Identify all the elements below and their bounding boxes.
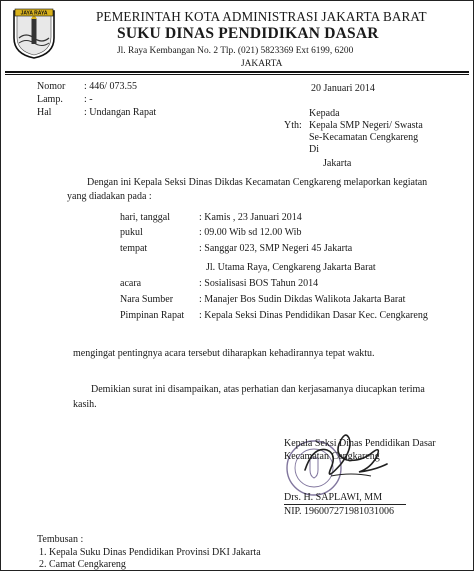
detail-value: : Kepala Seksi Dinas Pendidikan Dasar Kec. Cengkareng [199, 310, 428, 321]
detail-label: pukul [120, 227, 143, 238]
closing-line-2: kasih. [73, 399, 97, 410]
hal-value: : Undangan Rapat [84, 107, 157, 118]
signature-title-1: Kepala Seksi Dinas Pendidikan Dasar [284, 438, 436, 449]
recipient-line3: Di [309, 144, 319, 155]
intro-line-1: Dengan ini Kepala Seksi Dinas Dikdas Kecamatan Cengkareng melaporkan kegiatan [87, 177, 428, 188]
letterhead-address: Jl. Raya Kembangan No. 2 Tlp. (021) 5823369 Ext 6199, 6200 [117, 46, 354, 56]
tembusan-item: 1. Kepala Suku Dinas Pendidikan Provinsi DKI Jakarta [39, 547, 261, 558]
recipient-line1: Kepala SMP Negeri/ Swasta [309, 120, 423, 131]
letterhead-government: PEMERINTAH KOTA ADMINISTRASI JAKARTA BARAT [96, 9, 427, 24]
lamp-value: : - [84, 94, 93, 105]
detail-label: tempat [120, 243, 148, 254]
signature-underline [284, 504, 406, 505]
detail-value: : 09.00 Wib sd 12.00 Wib [199, 227, 302, 238]
logo-motto: JAYA RAYA [20, 10, 48, 17]
detail-value: : Sosialisasi BOS Tahun 2014 [199, 278, 319, 289]
detail-value: : Manajer Bos Sudin Dikdas Walikota Jakarta Barat [199, 294, 406, 305]
lamp-label: Lamp. [37, 94, 63, 105]
letter-date: 20 Januari 2014 [311, 83, 375, 94]
detail-value: : Sanggar 023, SMP Negeri 45 Jakarta [199, 243, 353, 254]
importance-line: mengingat pentingnya acara tersebut diharapkan kehadirannya tepat waktu. [73, 348, 375, 359]
recipient-kepada: Kepada [309, 108, 340, 119]
signature-title-2: Kecamatan Cengkareng [284, 451, 380, 462]
letterhead-city: JAKARTA [241, 59, 283, 69]
intro-line-2: yang diadakan pada : [67, 191, 152, 202]
detail-value: Jl. Utama Raya, Cengkareng Jakarta Barat [206, 262, 376, 273]
tembusan-item: 2. Camat Cengkareng [39, 559, 126, 570]
detail-value: : Kamis , 23 Januari 2014 [199, 212, 302, 223]
signatory-nip: NIP. 196007271981031006 [284, 506, 395, 517]
letterhead-rule-thin [5, 74, 469, 75]
signatory-name: Drs. H. SAPLAWI, MM [284, 492, 383, 503]
jakarta-emblem-logo [10, 8, 58, 60]
detail-label: acara [120, 278, 142, 289]
detail-label: Pimpinan Rapat [120, 310, 185, 321]
closing-line-1: Demikian surat ini disampaikan, atas perhatian dan kerjasamanya diucapkan terima [91, 384, 425, 395]
letterhead-rule-thick [5, 71, 469, 73]
detail-label: hari, tanggal [120, 212, 170, 223]
recipient-line2: Se-Kecamatan Cengkareng [309, 132, 419, 143]
nomor-value: : 446/ 073.55 [84, 81, 138, 92]
hal-label: Hal [37, 107, 52, 118]
recipient-yth: Yth: [284, 120, 302, 131]
recipient-line4: Jakarta [323, 158, 352, 169]
detail-label: Nara Sumber [120, 294, 174, 305]
tembusan-label: Tembusan : [37, 534, 84, 545]
nomor-label: Nomor [37, 81, 66, 92]
letterhead-office: SUKU DINAS PENDIDIKAN DASAR [117, 25, 379, 42]
